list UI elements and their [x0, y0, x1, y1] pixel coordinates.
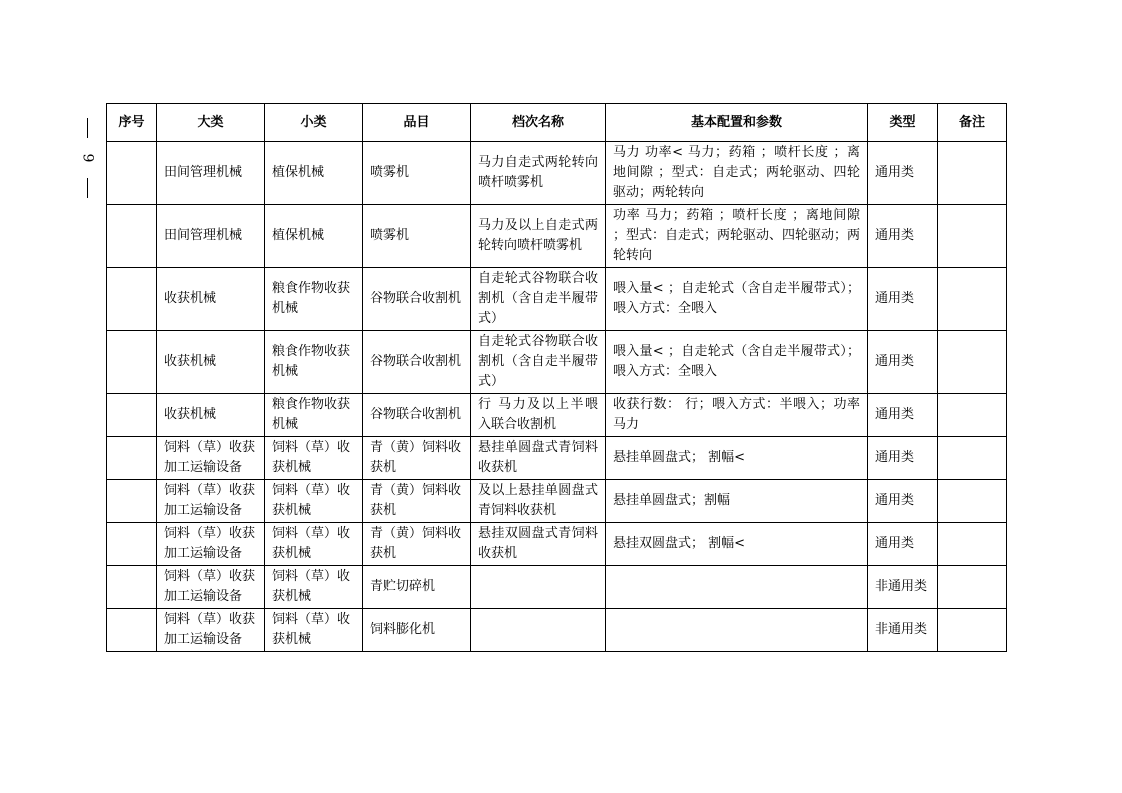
cell-seq	[107, 394, 157, 437]
cell-type: 通用类	[868, 205, 938, 268]
cell-spec: 功率 马力；药箱 ；喷杆长度 ；离地间隙 ；型式：自走式；两轮驱动、四轮驱动；两轮转向	[606, 205, 868, 268]
cell-spec: 喂入量< ；自走轮式（含自走半履带式）；喂入方式：全喂入	[606, 268, 868, 331]
cell-spec: 悬挂单圆盘式；割幅	[606, 480, 868, 523]
cell-item: 谷物联合收割机	[363, 331, 471, 394]
header-type: 类型	[868, 104, 938, 142]
cell-item: 青（黄）饲料收获机	[363, 480, 471, 523]
cell-minor-category: 饲料（草）收获机械	[265, 480, 363, 523]
cell-seq	[107, 523, 157, 566]
cell-spec: 收获行数： 行；喂入方式：半喂入；功率 马力	[606, 394, 868, 437]
cell-minor-category: 粮食作物收获机械	[265, 331, 363, 394]
cell-major-category: 饲料（草）收获加工运输设备	[157, 523, 265, 566]
cell-note	[938, 609, 1007, 652]
cell-seq	[107, 437, 157, 480]
cell-type: 通用类	[868, 268, 938, 331]
cell-spec	[606, 566, 868, 609]
page-number	[77, 118, 97, 198]
cell-seq	[107, 480, 157, 523]
cell-item: 喷雾机	[363, 142, 471, 205]
cell-note	[938, 480, 1007, 523]
cell-type: 通用类	[868, 437, 938, 480]
cell-major-category: 饲料（草）收获加工运输设备	[157, 437, 265, 480]
table-row	[107, 609, 1007, 652]
cell-seq	[107, 205, 157, 268]
cell-item: 饲料膨化机	[363, 609, 471, 652]
cell-grade-name: 马力及以上自走式两轮转向喷杆喷雾机	[471, 205, 606, 268]
cell-type: 通用类	[868, 331, 938, 394]
cell-type: 通用类	[868, 480, 938, 523]
cell-grade-name: 悬挂双圆盘式青饲料收获机	[471, 523, 606, 566]
cell-minor-category: 植保机械	[265, 142, 363, 205]
cell-type: 通用类	[868, 394, 938, 437]
table-row	[107, 331, 1007, 394]
cell-grade-name	[471, 609, 606, 652]
cell-item: 青（黄）饲料收获机	[363, 437, 471, 480]
table-row	[107, 268, 1007, 331]
page-number-dash-bottom	[87, 178, 88, 198]
table-row	[107, 437, 1007, 480]
cell-spec	[606, 609, 868, 652]
cell-minor-category: 植保机械	[265, 205, 363, 268]
table-row	[107, 394, 1007, 437]
cell-grade-name: 及以上悬挂单圆盘式青饲料收获机	[471, 480, 606, 523]
cell-major-category: 收获机械	[157, 268, 265, 331]
cell-spec: 悬挂单圆盘式； 割幅<	[606, 437, 868, 480]
cell-minor-category: 饲料（草）收获机械	[265, 566, 363, 609]
cell-major-category: 收获机械	[157, 394, 265, 437]
cell-minor-category: 粮食作物收获机械	[265, 394, 363, 437]
cell-note	[938, 437, 1007, 480]
cell-minor-category: 饲料（草）收获机械	[265, 609, 363, 652]
cell-grade-name: 自走轮式谷物联合收割机（含自走半履带式）	[471, 268, 606, 331]
cell-type: 非通用类	[868, 566, 938, 609]
cell-note	[938, 142, 1007, 205]
catalog-table	[106, 103, 1007, 652]
cell-seq	[107, 142, 157, 205]
cell-type: 通用类	[868, 523, 938, 566]
table-row	[107, 205, 1007, 268]
table-row	[107, 566, 1007, 609]
table-row	[107, 142, 1007, 205]
cell-note	[938, 523, 1007, 566]
cell-note	[938, 268, 1007, 331]
cell-major-category: 田间管理机械	[157, 142, 265, 205]
header-seq: 序号	[107, 104, 157, 142]
cell-item: 谷物联合收割机	[363, 394, 471, 437]
cell-type: 非通用类	[868, 609, 938, 652]
cell-item: 青（黄）饲料收获机	[363, 523, 471, 566]
cell-seq	[107, 331, 157, 394]
cell-major-category: 田间管理机械	[157, 205, 265, 268]
cell-grade-name: 马力自走式两轮转向喷杆喷雾机	[471, 142, 606, 205]
cell-item: 谷物联合收割机	[363, 268, 471, 331]
cell-major-category: 饲料（草）收获加工运输设备	[157, 566, 265, 609]
cell-note	[938, 331, 1007, 394]
table-body	[107, 142, 1007, 652]
cell-spec: 马力 功率< 马力；药箱 ；喷杆长度 ；离地间隙 ；型式：自走式；两轮驱动、四轮驱动；两轮转向	[606, 142, 868, 205]
cell-minor-category: 粮食作物收获机械	[265, 268, 363, 331]
table-row	[107, 523, 1007, 566]
header-major-category: 大类	[157, 104, 265, 142]
cell-major-category: 饲料（草）收获加工运输设备	[157, 609, 265, 652]
cell-note	[938, 394, 1007, 437]
cell-seq	[107, 268, 157, 331]
cell-seq	[107, 609, 157, 652]
header-grade-name: 档次名称	[471, 104, 606, 142]
cell-type: 通用类	[868, 142, 938, 205]
cell-seq	[107, 566, 157, 609]
cell-minor-category: 饲料（草）收获机械	[265, 523, 363, 566]
cell-grade-name	[471, 566, 606, 609]
cell-minor-category: 饲料（草）收获机械	[265, 437, 363, 480]
page-number-text: 9	[78, 153, 95, 163]
cell-major-category: 收获机械	[157, 331, 265, 394]
header-note: 备注	[938, 104, 1007, 142]
cell-item: 喷雾机	[363, 205, 471, 268]
cell-grade-name: 自走轮式谷物联合收割机（含自走半履带式）	[471, 331, 606, 394]
cell-item: 青贮切碎机	[363, 566, 471, 609]
table-header-row	[107, 104, 1007, 142]
page-number-dash-top	[87, 118, 88, 138]
cell-major-category: 饲料（草）收获加工运输设备	[157, 480, 265, 523]
cell-grade-name: 行 马力及以上半喂入联合收割机	[471, 394, 606, 437]
cell-note	[938, 566, 1007, 609]
cell-note	[938, 205, 1007, 268]
cell-spec: 喂入量< ；自走轮式（含自走半履带式）；喂入方式：全喂入	[606, 331, 868, 394]
header-item: 品目	[363, 104, 471, 142]
table-row	[107, 480, 1007, 523]
header-spec: 基本配置和参数	[606, 104, 868, 142]
header-minor-category: 小类	[265, 104, 363, 142]
cell-spec: 悬挂双圆盘式； 割幅<	[606, 523, 868, 566]
cell-grade-name: 悬挂单圆盘式青饲料收获机	[471, 437, 606, 480]
